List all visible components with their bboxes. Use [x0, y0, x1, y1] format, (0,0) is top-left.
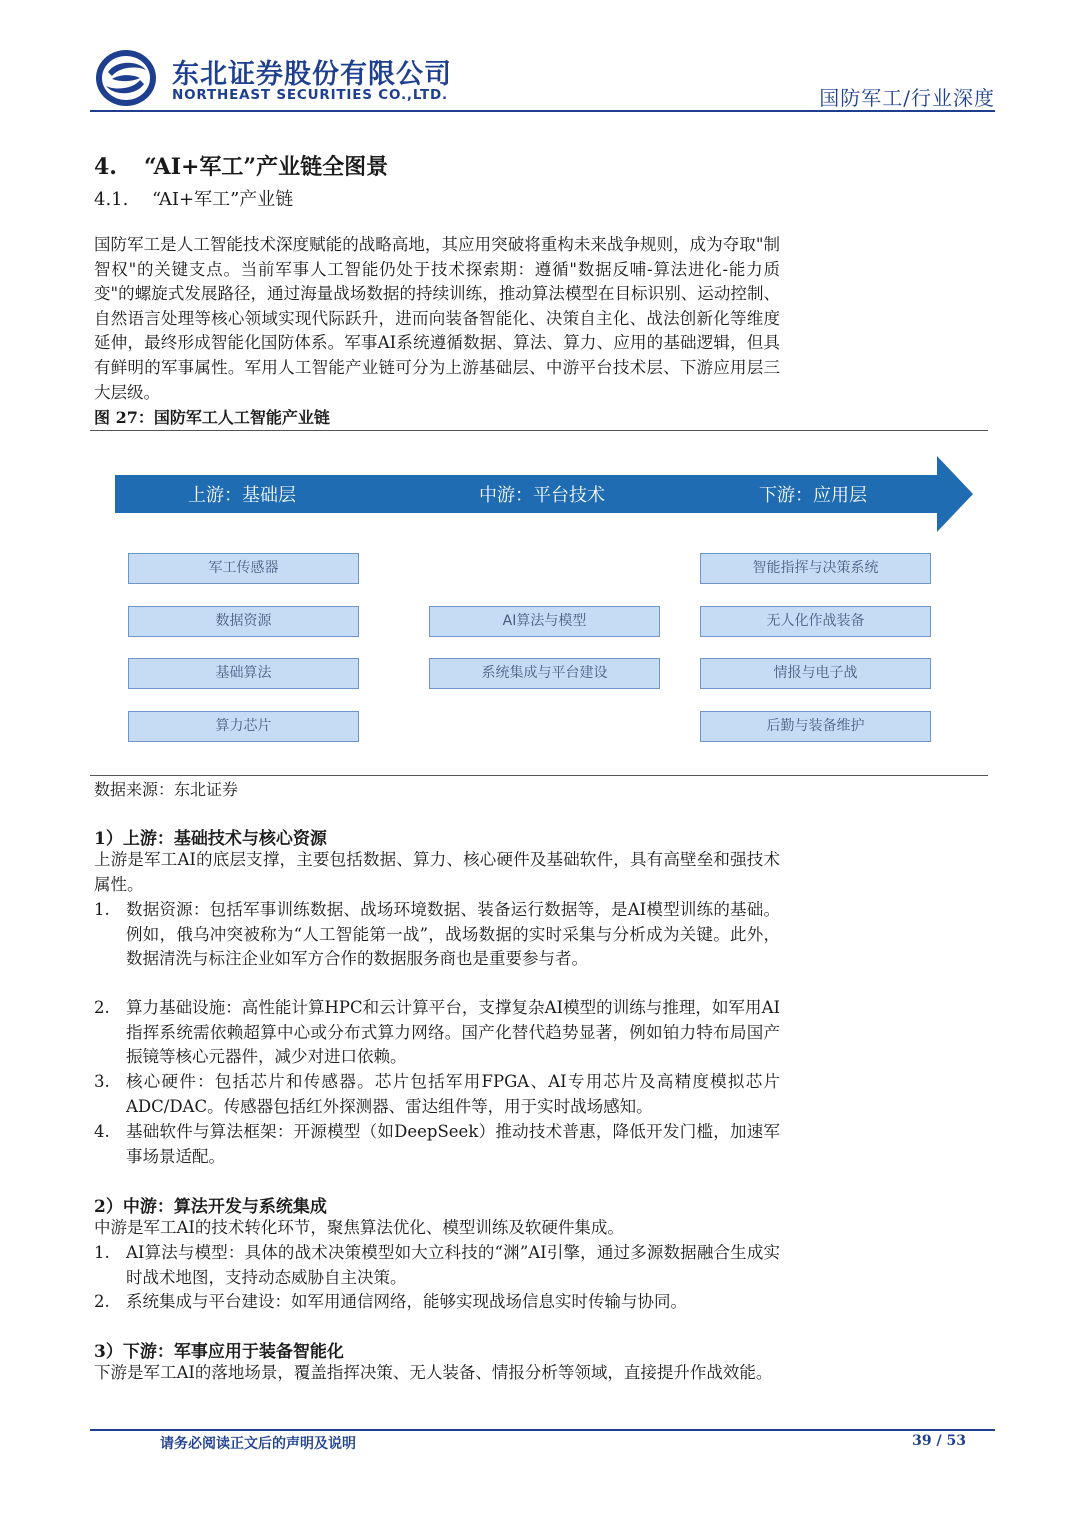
- stage-label-upstream: 上游：基础层: [188, 485, 296, 506]
- list-item-number: 4.: [94, 1122, 110, 1141]
- header-divider: [90, 110, 995, 112]
- page-header: [90, 48, 995, 112]
- figure-source: 数据来源：东北证券: [94, 780, 239, 799]
- chain-box-downstream: 智能指挥与决策系统: [700, 553, 931, 584]
- section-heading: [94, 150, 388, 181]
- chain-box-midstream: AI算法与模型: [429, 606, 660, 637]
- list-item-text: 算力基础设施：高性能计算HPC和云计算平台，支撑复杂AI模型的训练与推理，如军用AI指挥系统需依赖超算中心或分布式算力网络。国产化替代趋势显著，例如铂力特布局国产振镜等核心元器件，减少对进口依赖。: [126, 998, 780, 1067]
- midstream-heading: 2）中游：算法开发与系统集成: [94, 1197, 327, 1217]
- downstream-heading: 3）下游：军事应用于装备智能化: [94, 1342, 344, 1362]
- list-item: [94, 1241, 780, 1290]
- stage-label-downstream: 下游：应用层: [759, 485, 867, 506]
- chain-box-upstream: 数据资源: [128, 606, 359, 637]
- list-item: [94, 1070, 780, 1119]
- subsection-heading: [94, 185, 293, 211]
- page-number: 39 / 53: [912, 1433, 966, 1449]
- chain-box-downstream: 后勤与装备维护: [700, 711, 931, 742]
- upstream-heading: 1）上游：基础技术与核心资源: [94, 829, 327, 849]
- disclaimer-note: 请务必阅读正文后的声明及说明: [160, 1436, 356, 1452]
- figure-bottom-rule: [90, 775, 988, 776]
- subsection-number: 4.1.: [94, 189, 129, 210]
- list-item-number: 2.: [94, 998, 110, 1017]
- list-item: [94, 996, 780, 1070]
- section-number: 4.: [94, 154, 117, 180]
- list-item-number: 3.: [94, 1072, 110, 1091]
- chain-box-downstream: 情报与电子战: [700, 658, 931, 689]
- chain-box-upstream: 军工传感器: [128, 553, 359, 584]
- list-item: [94, 1290, 780, 1315]
- list-item: [94, 898, 780, 972]
- chain-box-midstream: 系统集成与平台建设: [429, 658, 660, 689]
- list-item-text: 系统集成与平台建设：如军用通信网络，能够实现战场信息实时传输与协同。: [126, 1292, 687, 1311]
- footer-divider: [90, 1429, 995, 1431]
- list-item-number: 1.: [94, 900, 110, 919]
- company-name-en: NORTHEAST SECURITIES CO.,LTD.: [172, 87, 448, 103]
- subsection-title: “AI+军工”产业链: [152, 189, 294, 210]
- list-item-text: AI算法与模型：具体的战术决策模型如大立科技的“渊”AI引擎，通过多源数据融合生成实时战术地图，支持动态威胁自主决策。: [126, 1243, 780, 1287]
- company-name-cn: 东北证券股份有限公司: [172, 59, 452, 90]
- intro-paragraph: 国防军工是人工智能技术深度赋能的战略高地，其应用突破将重构未来战争规则，成为夺取"制智权"的关键支点。当前军事人工智能仍处于技术探索期：遵循"数据反哺-算法进化-能力质变"的螺旋式发展路径，通过海量战场数据的持续训练，推动算法模型在目标识别、运动控制、自然语言处理等核心领域实现代际跃升，进而向装备智能化、决策自主化、战法创新化等维度延伸，最终形成智能化国防体系。军事AI系统遵循数据、算法、算力、应用的基础逻辑，但具有鲜明的军事属性。军用人工智能产业链可分为上游基础层、中游平台技术层、下游应用层三大层级。: [94, 235, 780, 402]
- chain-box-downstream: 无人化作战装备: [700, 606, 931, 637]
- section-title: “AI+军工”产业链全图景: [144, 154, 389, 180]
- chain-box-upstream: 基础算法: [128, 658, 359, 689]
- figure-caption: 图 27：国防军工人工智能产业链: [94, 408, 330, 427]
- list-item-number: 1.: [94, 1243, 110, 1262]
- stage-label-midstream: 中游：平台技术: [479, 485, 605, 506]
- list-item-text: 数据资源：包括军事训练数据、战场环境数据、装备运行数据等，是AI模型训练的基础。例如，俄乌冲突被称为“人工智能第一战”，战场数据的实时采集与分析成为关键。此外，数据清洗与标注企业如军方合作的数据服务商也是重要参与者。: [126, 900, 780, 969]
- list-item-number: 2.: [94, 1292, 110, 1311]
- list-item-text: 核心硬件：包括芯片和传感器。芯片包括军用FPGA、AI专用芯片及高精度模拟芯片ADC/DAC。传感器包括红外探测器、雷达组件等，用于实时战场感知。: [126, 1072, 780, 1116]
- northeast-securities-logo-icon: [94, 48, 158, 108]
- list-item-text: 基础软件与算法框架：开源模型（如DeepSeek）推动技术普惠，降低开发门槛，加速军事场景适配。: [126, 1122, 780, 1166]
- figure-top-rule: [90, 430, 988, 431]
- upstream-intro: 上游是军工AI的底层支撑，主要包括数据、算力、核心硬件及基础软件，具有高壁垒和强技术属性。: [94, 850, 780, 894]
- report-category: 国防军工/行业深度: [819, 86, 995, 110]
- list-item: [94, 1120, 780, 1169]
- chain-box-upstream: 算力芯片: [128, 711, 359, 742]
- downstream-intro: 下游是军工AI的落地场景，覆盖指挥决策、无人装备、情报分析等领域，直接提升作战效能。: [94, 1363, 773, 1382]
- midstream-intro: 中游是军工AI的技术转化环节，聚焦算法优化、模型训练及软硬件集成。: [94, 1218, 624, 1237]
